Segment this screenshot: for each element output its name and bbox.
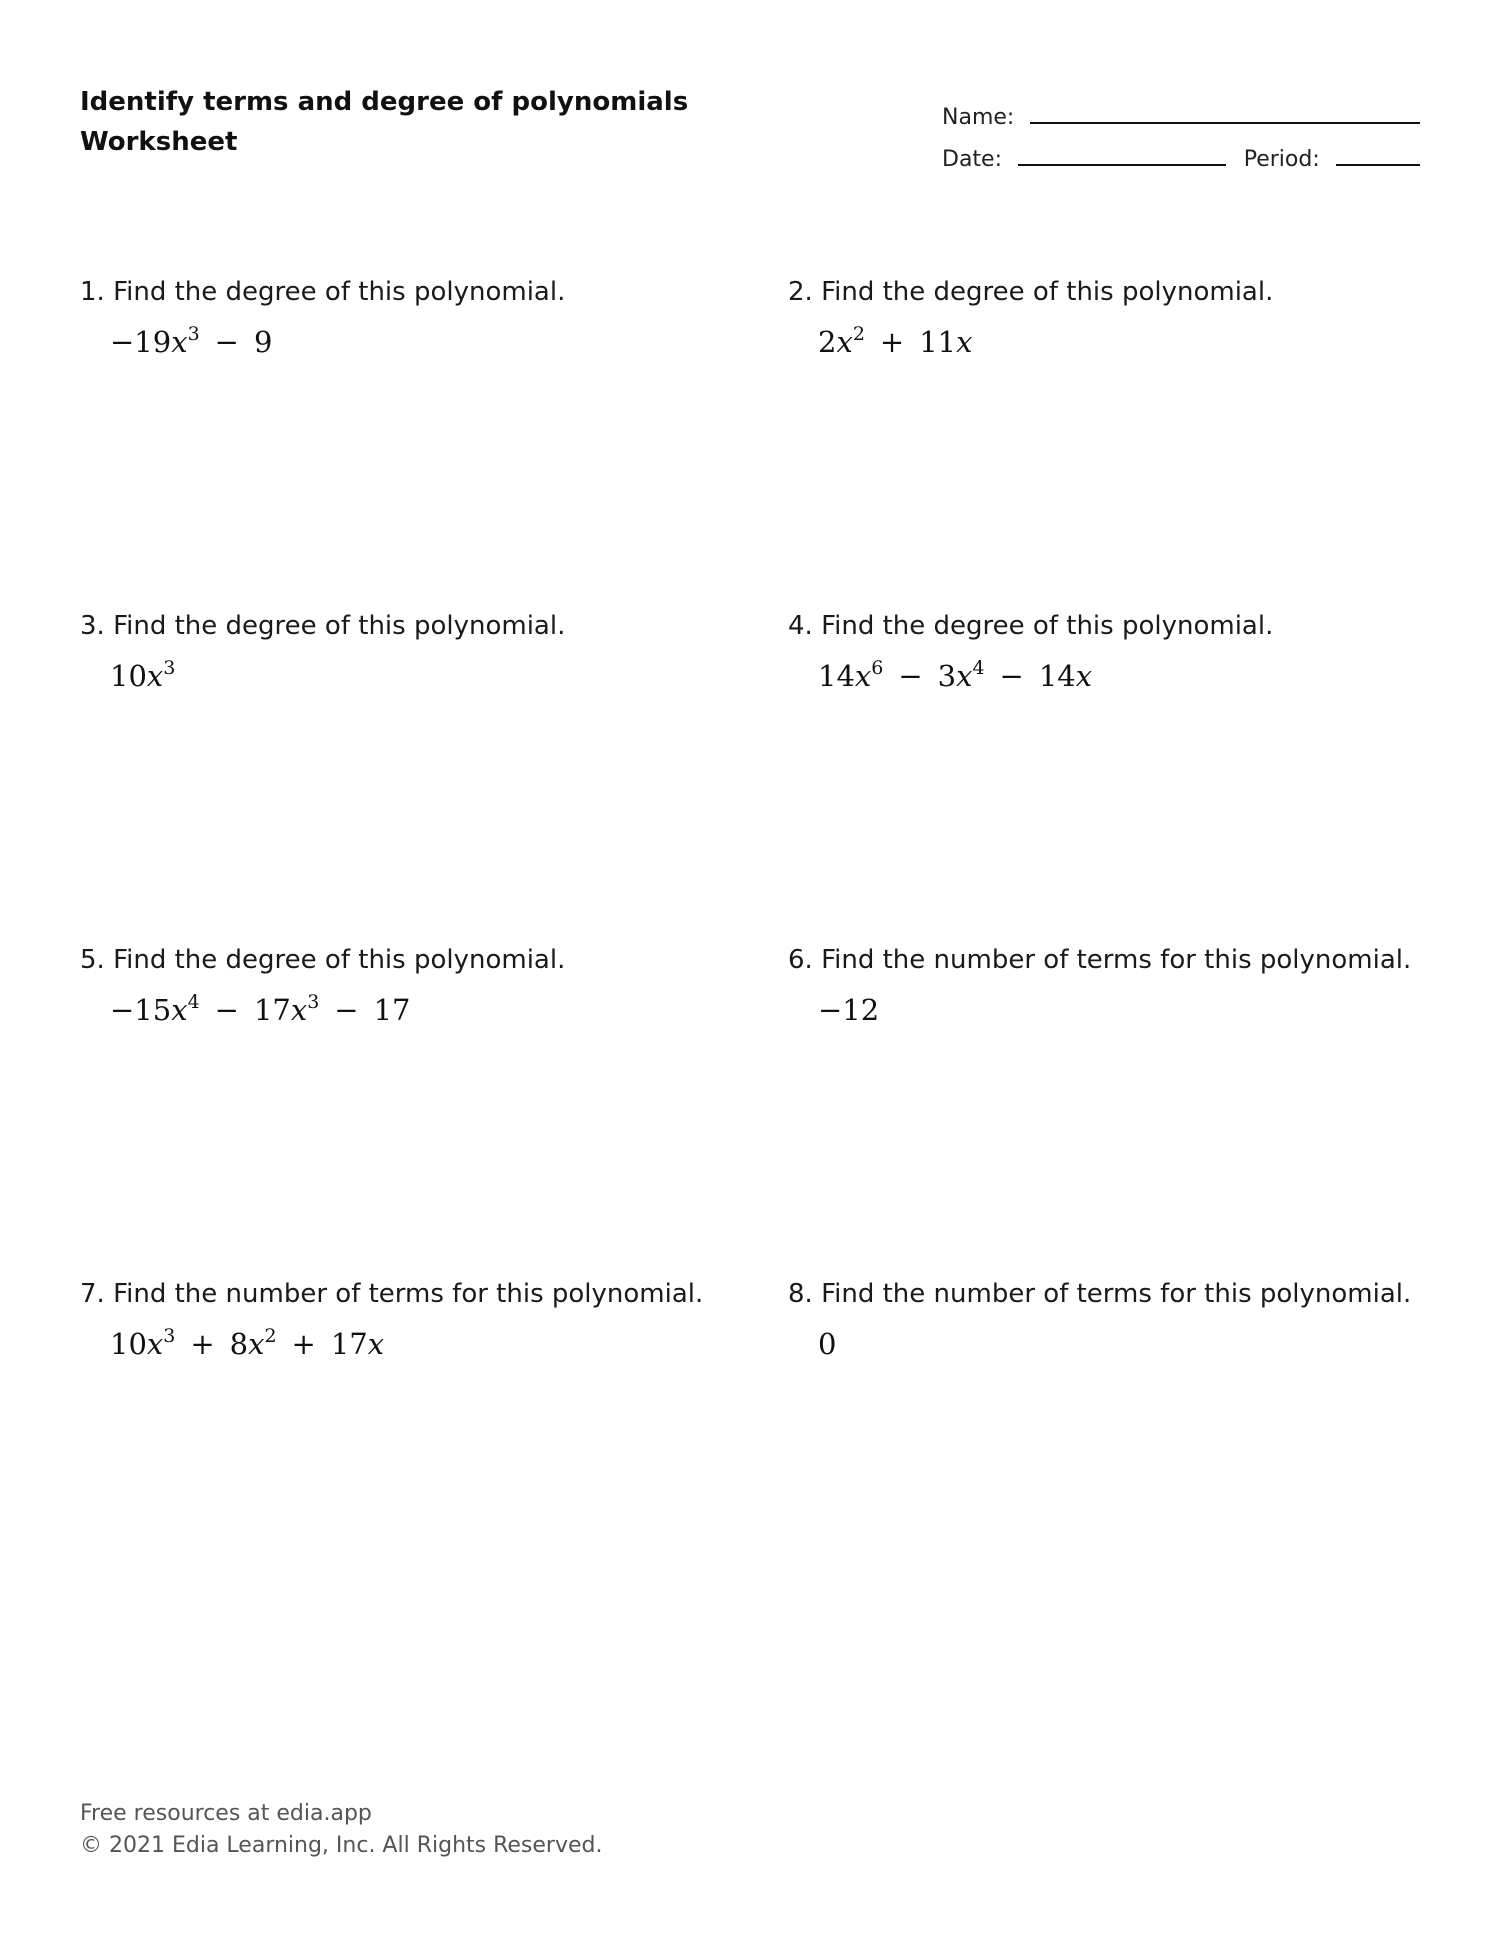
problem-prompt xyxy=(80,608,720,644)
problem-prompt xyxy=(788,942,1428,978)
problem-text: Find the degree of this polynomial. xyxy=(113,945,566,975)
problem-number: 3. xyxy=(80,611,105,641)
date-label: Date: xyxy=(942,147,1002,172)
problem-number: 4. xyxy=(788,611,813,641)
problem-text: Find the degree of this polynomial. xyxy=(821,277,1274,307)
title-line-2: Worksheet xyxy=(80,127,238,157)
problem-prompt xyxy=(788,1276,1428,1312)
problem-2 xyxy=(788,274,1428,360)
problem-prompt xyxy=(80,1276,720,1312)
date-period-row xyxy=(942,130,1420,172)
problem-prompt xyxy=(788,608,1428,644)
problem-text: Find the degree of this polynomial. xyxy=(821,611,1274,641)
period-label: Period: xyxy=(1243,147,1320,172)
problem-text: Find the number of terms for this polynomial. xyxy=(113,1279,704,1309)
problem-number: 5. xyxy=(80,945,105,975)
title-line-1: Identify terms and degree of polynomials xyxy=(80,87,689,117)
name-field[interactable] xyxy=(1030,122,1420,124)
date-field[interactable] xyxy=(1018,164,1226,166)
problem-text: Find the number of terms for this polynomial. xyxy=(821,1279,1412,1309)
problem-3 xyxy=(80,608,720,694)
problem-8 xyxy=(788,1276,1428,1362)
student-info-fields xyxy=(942,88,1420,172)
problem-text: Find the degree of this polynomial. xyxy=(113,277,566,307)
problem-5 xyxy=(80,942,720,1028)
worksheet-title xyxy=(80,82,688,162)
problem-prompt xyxy=(788,274,1428,310)
polynomial-expression: $10x^3$ xyxy=(110,657,176,693)
polynomial-expression: $2x^2$ + 11x xyxy=(818,323,973,359)
polynomial-expression: 0 xyxy=(818,1327,837,1361)
problem-7 xyxy=(80,1276,720,1362)
problem-prompt xyxy=(80,942,720,978)
polynomial-expression: −12 xyxy=(818,993,880,1027)
name-label: Name: xyxy=(942,105,1015,130)
footer xyxy=(80,1798,602,1862)
period-field[interactable] xyxy=(1336,164,1420,166)
polynomial-expression: $-19x^3$ − 9 xyxy=(110,323,273,359)
problem-number: 6. xyxy=(788,945,813,975)
problem-1 xyxy=(80,274,720,360)
problem-prompt xyxy=(80,274,720,310)
problem-number: 8. xyxy=(788,1279,813,1309)
problem-text: Find the degree of this polynomial. xyxy=(113,611,566,641)
problem-number: 1. xyxy=(80,277,105,307)
polynomial-expression: $-15x^4$ − $17x^3$ − 17 xyxy=(110,991,411,1027)
footer-resources-text: Free resources at edia.app xyxy=(80,1801,372,1826)
name-row xyxy=(942,88,1420,130)
problem-text: Find the number of terms for this polynomial. xyxy=(821,945,1412,975)
footer-copyright-text: © 2021 Edia Learning, Inc. All Rights Reserved. xyxy=(80,1833,603,1858)
problem-number: 2. xyxy=(788,277,813,307)
polynomial-expression: $10x^3$ + $8x^2$ + 17x xyxy=(110,1325,385,1361)
problem-6 xyxy=(788,942,1428,1028)
problem-4 xyxy=(788,608,1428,694)
polynomial-expression: $14x^6$ − $3x^4$ − 14x xyxy=(818,657,1093,693)
problem-number: 7. xyxy=(80,1279,105,1309)
